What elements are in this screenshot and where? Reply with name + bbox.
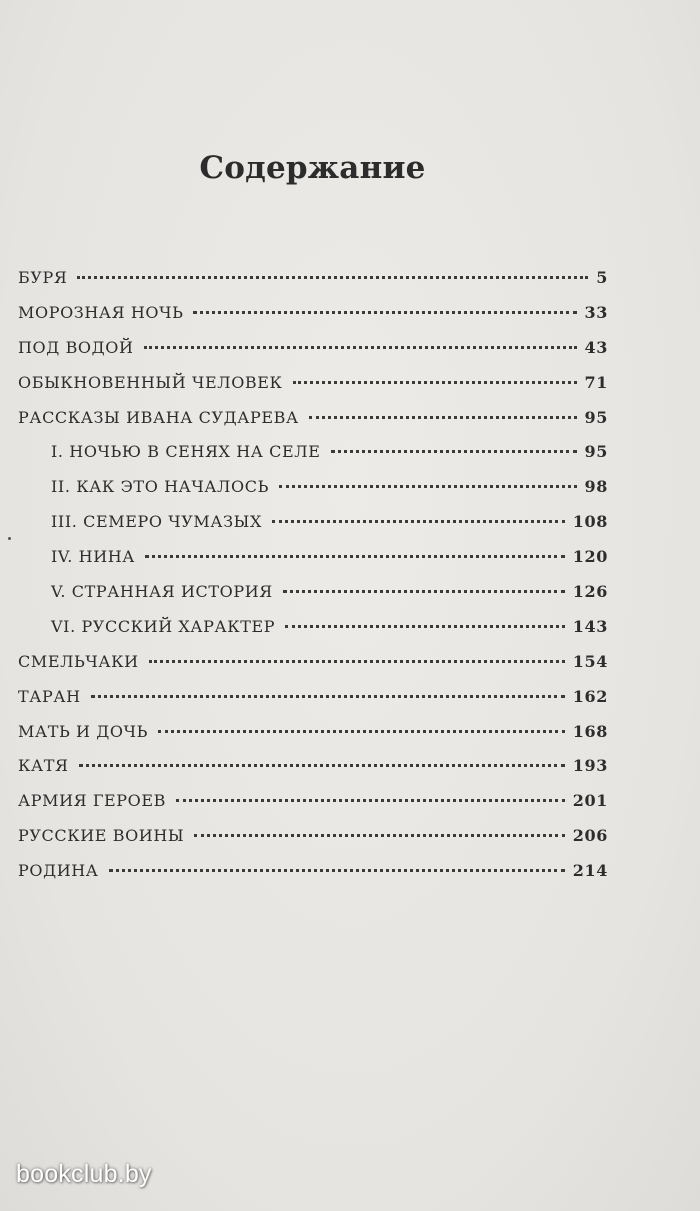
toc-entry-title: IV. НИНА <box>51 547 136 567</box>
toc-subentry <box>18 617 608 652</box>
dot-leader <box>158 730 565 733</box>
dot-leader <box>309 416 577 419</box>
toc-entry-title: РУССКИЕ ВОИНЫ <box>18 826 185 846</box>
dot-leader <box>109 869 565 872</box>
toc-entry-title: ОБЫКНОВЕННЫЙ ЧЕЛОВЕК <box>18 372 283 392</box>
toc-entry-page-number: 126 <box>572 582 608 602</box>
toc-entry-title: АРМИЯ ГЕРОЕВ <box>18 791 167 811</box>
toc-subentry <box>18 547 608 582</box>
toc-entry-page-number: 33 <box>584 302 608 322</box>
dot-leader <box>193 311 576 314</box>
dot-leader <box>272 520 565 523</box>
toc-entry-page-number: 43 <box>584 337 608 357</box>
toc-entry <box>18 861 608 896</box>
dot-leader <box>144 346 577 349</box>
toc-subentry <box>18 442 608 477</box>
toc-entry-title: I. НОЧЬЮ В СЕНЯХ НА СЕЛЕ <box>51 442 321 462</box>
dot-leader <box>149 660 565 663</box>
dot-leader <box>283 590 565 593</box>
toc-subentry <box>18 582 608 617</box>
toc-subentry <box>18 512 608 547</box>
toc-entry-title: РОДИНА <box>18 861 99 881</box>
toc-entry-title: VI. РУССКИЙ ХАРАКТЕР <box>51 616 276 636</box>
toc-entry-page-number: 206 <box>572 826 608 846</box>
toc-entry-title: БУРЯ <box>18 268 68 287</box>
toc-entry-title: СМЕЛЬЧАКИ <box>18 651 139 671</box>
toc-entry-title: ПОД ВОДОЙ <box>18 337 134 357</box>
toc-entry-page-number: 120 <box>572 547 608 567</box>
toc-entry-title: МОРОЗНАЯ НОЧЬ <box>18 302 184 322</box>
toc-entry <box>18 756 608 791</box>
print-speck <box>8 537 11 540</box>
toc-entry <box>18 338 608 373</box>
toc-entry <box>18 303 608 338</box>
toc-entry-title: II. КАК ЭТО НАЧАЛОСЬ <box>51 477 269 497</box>
dot-leader <box>331 450 577 453</box>
toc-entry-page-number: 201 <box>572 791 608 811</box>
toc-entry-title: РАССКАЗЫ ИВАНА СУДАРЕВА <box>18 407 299 427</box>
toc-entry-title: МАТЬ И ДОЧЬ <box>18 721 148 741</box>
toc-entry <box>18 373 608 408</box>
page-title: Содержание <box>199 150 426 186</box>
dot-leader <box>176 799 565 802</box>
toc-entry-page-number: 5 <box>596 268 608 287</box>
toc-entry-page-number: 154 <box>572 651 608 671</box>
toc-entry-page-number: 162 <box>572 686 608 706</box>
toc-entry-page-number: 98 <box>584 477 608 497</box>
toc-entry <box>18 268 608 303</box>
table-of-contents <box>18 268 608 896</box>
dot-leader <box>77 276 588 279</box>
toc-entry-title: КАТЯ <box>18 756 69 776</box>
toc-entry-page-number: 168 <box>572 721 608 741</box>
dot-leader <box>285 625 565 628</box>
toc-entry-page-number: 214 <box>572 861 608 881</box>
dot-leader <box>293 381 577 384</box>
dot-leader <box>279 485 577 488</box>
toc-entry <box>18 722 608 757</box>
toc-subentry <box>18 477 608 512</box>
toc-entry-page-number: 108 <box>572 512 608 532</box>
toc-entry-title: III. СЕМЕРО ЧУМАЗЫХ <box>51 512 263 532</box>
toc-entry <box>18 687 608 722</box>
toc-entry-page-number: 143 <box>572 616 608 636</box>
toc-entry-title: V. СТРАННАЯ ИСТОРИЯ <box>51 582 273 602</box>
dot-leader <box>91 695 565 698</box>
toc-entry <box>18 408 608 443</box>
toc-entry-page-number: 71 <box>584 372 608 392</box>
dot-leader <box>194 834 565 837</box>
toc-entry <box>18 652 608 687</box>
dot-leader <box>145 555 565 558</box>
toc-entry <box>18 826 608 861</box>
toc-entry-title: ТАРАН <box>18 686 81 706</box>
dot-leader <box>79 764 565 767</box>
watermark: bookclub.by <box>16 1160 152 1188</box>
toc-entry-page-number: 193 <box>572 756 608 776</box>
toc-entry <box>18 791 608 826</box>
toc-entry-page-number: 95 <box>584 442 608 462</box>
toc-entry-page-number: 95 <box>584 407 608 427</box>
